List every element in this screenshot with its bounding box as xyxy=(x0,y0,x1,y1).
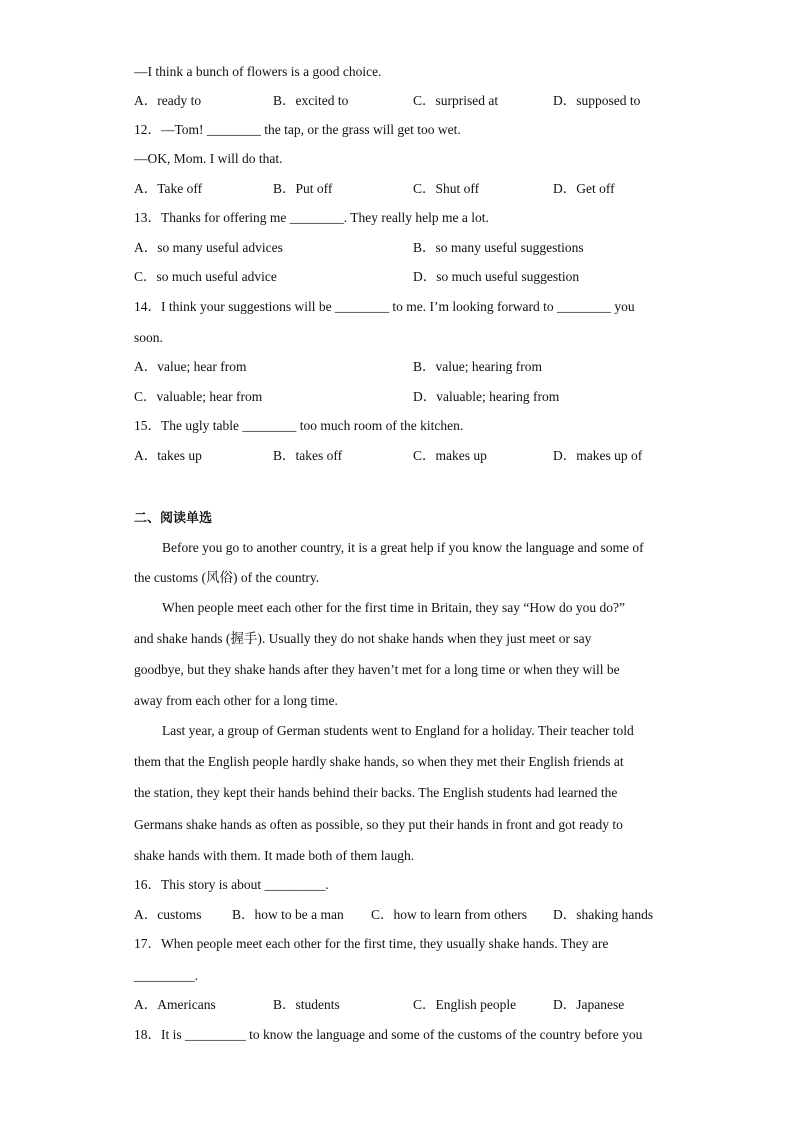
q13-option-b[interactable]: B．so many useful suggestions xyxy=(413,240,584,255)
q12-option-a[interactable]: A．Take off xyxy=(134,181,203,196)
passage-line: Last year, a group of German students went to England for a holiday. Their teacher told xyxy=(162,723,634,738)
q12-option-d[interactable]: D．Get off xyxy=(553,181,615,196)
q12-option-c[interactable]: C．Shut off xyxy=(413,181,480,196)
q18-stem: 18．It is _________ to know the language and some of the customs of the country before you xyxy=(134,1027,643,1042)
passage-line: the customs (风俗) of the country. xyxy=(134,570,320,585)
passage-line: Germans shake hands as often as possible, so they put their hands in front and got ready to xyxy=(134,817,623,832)
q17-option-b[interactable]: B．students xyxy=(273,997,340,1012)
q13-option-d[interactable]: D．so much useful suggestion xyxy=(413,269,580,284)
q17-option-a[interactable]: A．Americans xyxy=(134,997,216,1012)
q16-option-d[interactable]: D．shaking hands xyxy=(553,907,654,922)
q14-option-c[interactable]: C．valuable; hear from xyxy=(134,389,263,404)
q17-stem-continued: _________. xyxy=(134,968,199,983)
passage-line: When people meet each other for the first time in Britain, they say “How do you do?” xyxy=(162,600,625,615)
q15-option-d[interactable]: D．makes up of xyxy=(553,448,643,463)
q17-option-d[interactable]: D．Japanese xyxy=(553,997,625,1012)
passage-line: away from each other for a long time. xyxy=(134,693,338,708)
q11-option-d[interactable]: D．supposed to xyxy=(553,93,641,108)
q16-stem: 16．This story is about _________. xyxy=(134,877,329,892)
q13-option-a[interactable]: A．so many useful advices xyxy=(134,240,283,255)
q17-option-c[interactable]: C．English people xyxy=(413,997,517,1012)
q11-option-a[interactable]: A．ready to xyxy=(134,93,202,108)
passage-line: shake hands with them. It made both of them laugh. xyxy=(134,848,415,863)
q16-option-c[interactable]: C．how to learn from others xyxy=(371,907,527,922)
q12-option-b[interactable]: B．Put off xyxy=(273,181,333,196)
q15-option-a[interactable]: A．takes up xyxy=(134,448,202,463)
q14-stem: 14．I think your suggestions will be ________ to me. I’m looking forward to ________ you xyxy=(134,299,635,314)
passage-line: the station, they kept their hands behind their backs. The English students had learned the xyxy=(134,785,618,800)
q11-reply: —I think a bunch of flowers is a good choice. xyxy=(134,64,382,79)
q17-stem: 17．When people meet each other for the first time, they usually shake hands. They are xyxy=(134,936,609,951)
q16-option-b[interactable]: B．how to be a man xyxy=(232,907,344,922)
section-heading: 二、阅读单选 xyxy=(134,511,213,526)
q16-option-a[interactable]: A．customs xyxy=(134,907,202,922)
q14-option-a[interactable]: A．value; hear from xyxy=(134,359,247,374)
q14-option-b[interactable]: B．value; hearing from xyxy=(413,359,542,374)
q12-stem: 12．—Tom! ________ the tap, or the grass will get too wet. xyxy=(134,122,461,137)
q11-option-b[interactable]: B．excited to xyxy=(273,93,349,108)
q15-option-b[interactable]: B．takes off xyxy=(273,448,343,463)
passage-line: Before you go to another country, it is a great help if you know the language and some of xyxy=(162,540,644,555)
q14-stem-continued: soon. xyxy=(134,330,163,345)
passage-line: them that the English people hardly shake hands, so when they met their English friends at xyxy=(134,754,624,769)
passage-line: goodbye, but they shake hands after they haven’t met for a long time or when they will be xyxy=(134,662,620,677)
q12-reply: —OK, Mom. I will do that. xyxy=(134,151,283,166)
q14-option-d[interactable]: D．valuable; hearing from xyxy=(413,389,560,404)
q15-option-c[interactable]: C．makes up xyxy=(413,448,487,463)
passage-line: and shake hands (握手). Usually they do not shake hands when they just meet or say xyxy=(134,631,592,646)
q13-option-c[interactable]: C．so much useful advice xyxy=(134,269,277,284)
q13-stem: 13．Thanks for offering me ________. They really help me a lot. xyxy=(134,210,489,225)
q11-option-c[interactable]: C．surprised at xyxy=(413,93,499,108)
q15-stem: 15．The ugly table ________ too much room of the kitchen. xyxy=(134,418,464,433)
